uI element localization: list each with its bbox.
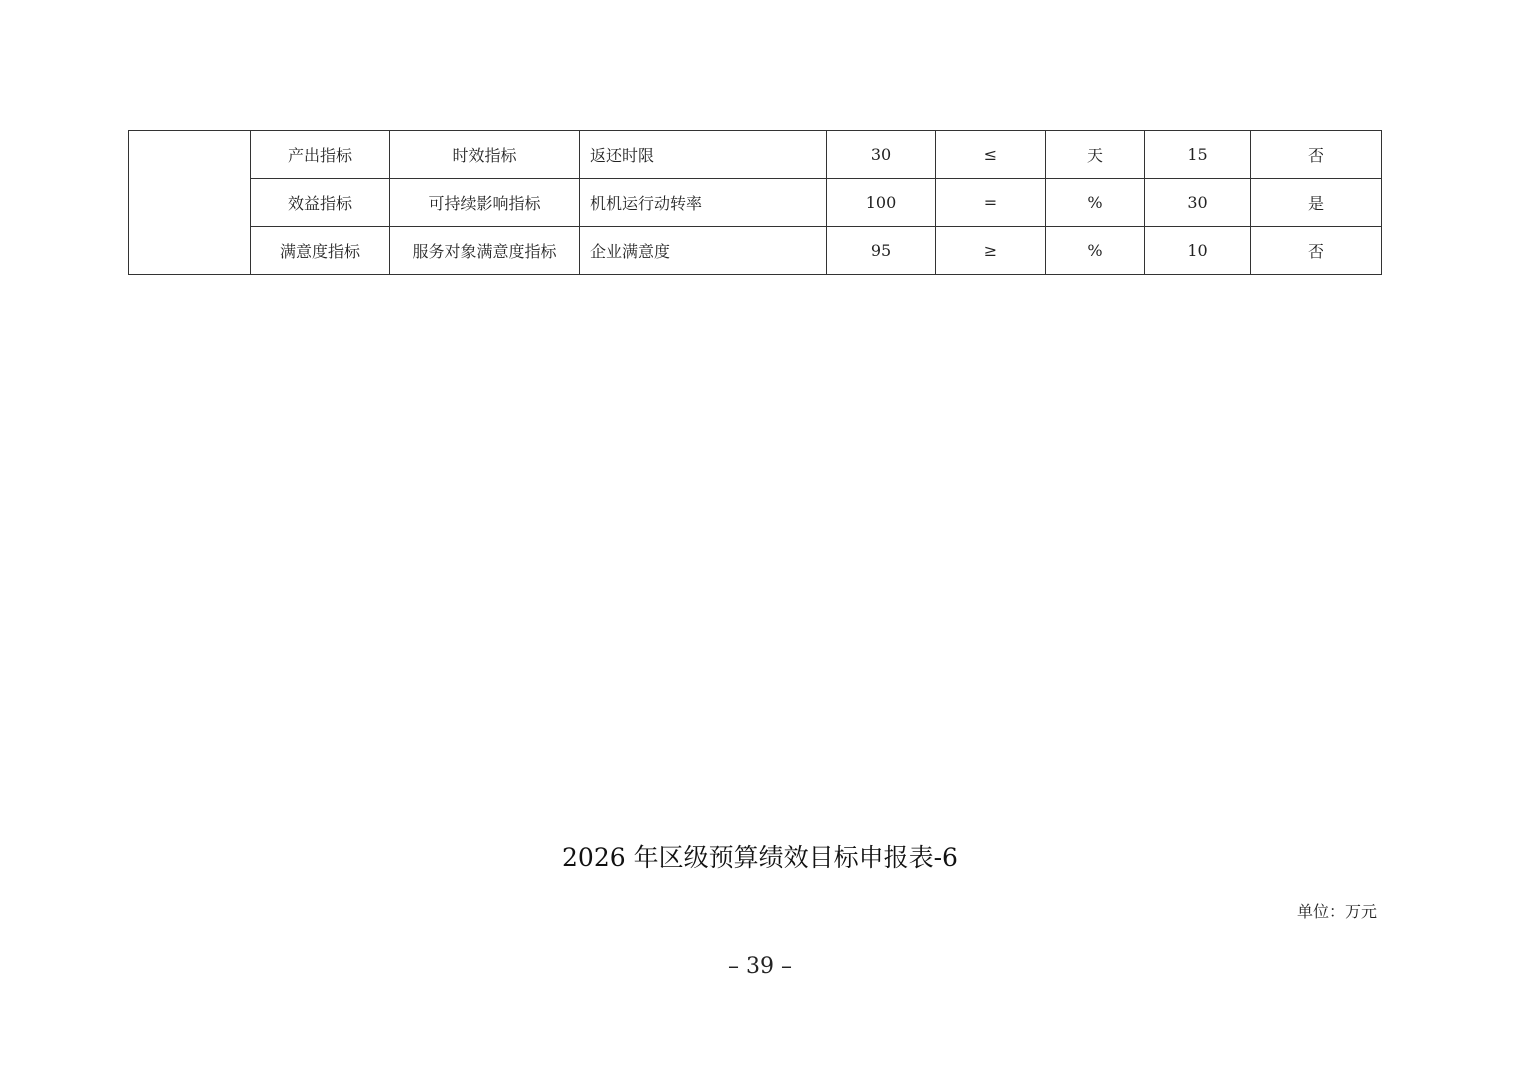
operator-cell: ≥ <box>936 227 1046 275</box>
target-value-cell: 30 <box>827 131 936 179</box>
level3-indicator-cell: 企业满意度 <box>580 227 827 275</box>
target-value-cell: 95 <box>827 227 936 275</box>
weight-cell: 15 <box>1145 131 1251 179</box>
level3-indicator-cell: 返还时限 <box>580 131 827 179</box>
core-indicator-cell: 否 <box>1251 227 1382 275</box>
target-value-cell: 100 <box>827 179 936 227</box>
operator-cell: = <box>936 179 1046 227</box>
core-indicator-cell: 否 <box>1251 131 1382 179</box>
level1-indicator-cell: 满意度指标 <box>251 227 390 275</box>
page-title: 2026 年区级预算绩效目标申报表-6 <box>562 843 958 872</box>
level1-indicator-cell: 产出指标 <box>251 131 390 179</box>
level2-indicator-cell: 时效指标 <box>390 131 580 179</box>
merged-project-cell <box>129 131 251 275</box>
level2-indicator-cell: 服务对象满意度指标 <box>390 227 580 275</box>
core-indicator-cell: 是 <box>1251 179 1382 227</box>
unit-cell: % <box>1046 227 1145 275</box>
weight-cell: 30 <box>1145 179 1251 227</box>
weight-cell: 10 <box>1145 227 1251 275</box>
table-row <box>129 179 1382 227</box>
level2-indicator-cell: 可持续影响指标 <box>390 179 580 227</box>
level1-indicator-cell: 效益指标 <box>251 179 390 227</box>
table-row <box>129 227 1382 275</box>
table-row <box>129 131 1382 179</box>
page-number: – 39 – <box>728 954 792 979</box>
performance-indicator-table <box>128 130 1382 275</box>
operator-cell: ≤ <box>936 131 1046 179</box>
unit-cell: 天 <box>1046 131 1145 179</box>
level3-indicator-cell: 机机运行动转率 <box>580 179 827 227</box>
unit-label: 单位：万元 <box>1296 902 1377 921</box>
unit-cell: % <box>1046 179 1145 227</box>
